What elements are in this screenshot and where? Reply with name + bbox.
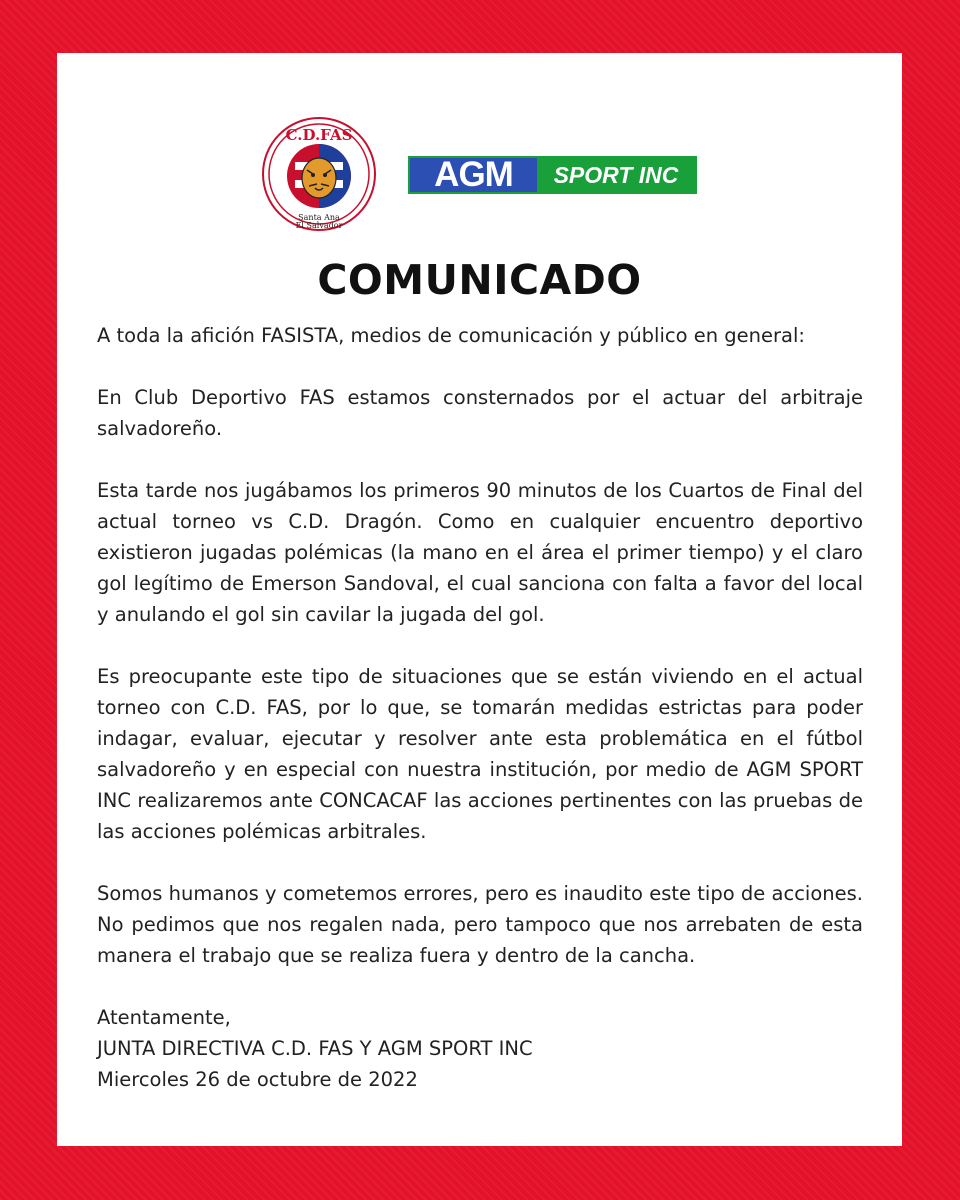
tiger-crest-icon: [261, 116, 377, 232]
agm-sport-logo: [408, 156, 697, 194]
paragraph: Esta tarde nos jugábamos los primeros 90 minutos de los Cuartos de Final del actual torneo vs C.D. Dragón. Como en cualquier encuentro deportivo existieron jugadas polémicas (la mano en el área el primer tiempo) y el claro gol legítimo de Emerson Sandoval, el cual sanciona con falta a favor del local y anulando el gol sin cavilar la jugada del gol.: [97, 479, 863, 626]
paragraph: A toda la afición FASISTA, medios de comunicación y público en general:: [97, 324, 805, 347]
page-title: COMUNICADO: [317, 256, 642, 304]
paragraph: Es preocupante este tipo de situaciones que se están viviendo en el actual torneo con C.D. FAS, por lo que, se tomarán medidas estrictas para poder indagar, evaluar, ejecutar y resolver ante esta problemática en el fútbol salvadoreño y en especial con nuestra institución, por medio de AGM SPORT INC realizaremos ante CONCACAF las acciones pertinentes con las pruebas de las acciones polémicas arbitrales.: [97, 665, 863, 843]
signature-date: Miercoles 26 de octubre de 2022: [97, 1068, 418, 1091]
paragraph: En Club Deportivo FAS estamos consternados por el actuar del arbitraje salvadoreño.: [97, 386, 863, 440]
communique-body: [97, 320, 863, 1095]
signature-signer: JUNTA DIRECTIVA C.D. FAS Y AGM SPORT INC: [97, 1037, 533, 1060]
svg-text:El Salvador: El Salvador: [295, 221, 343, 230]
agm-logo-right: SPORT INC: [553, 162, 679, 188]
signature-closing: Atentamente,: [97, 1006, 231, 1029]
paragraph: Somos humanos y cometemos errores, pero es inaudito este tipo de acciones. No pedimos que nos regalen nada, pero tampoco que nos arrebaten de esta manera el trabajo que se realiza fuera y dentro de la cancha.: [97, 882, 863, 967]
svg-text:Santa Ana: Santa Ana: [298, 213, 340, 222]
svg-text:C.D.FAS: C.D.FAS: [285, 126, 353, 144]
communique-card: [57, 53, 902, 1146]
agm-logo-left: AGM: [410, 158, 537, 192]
